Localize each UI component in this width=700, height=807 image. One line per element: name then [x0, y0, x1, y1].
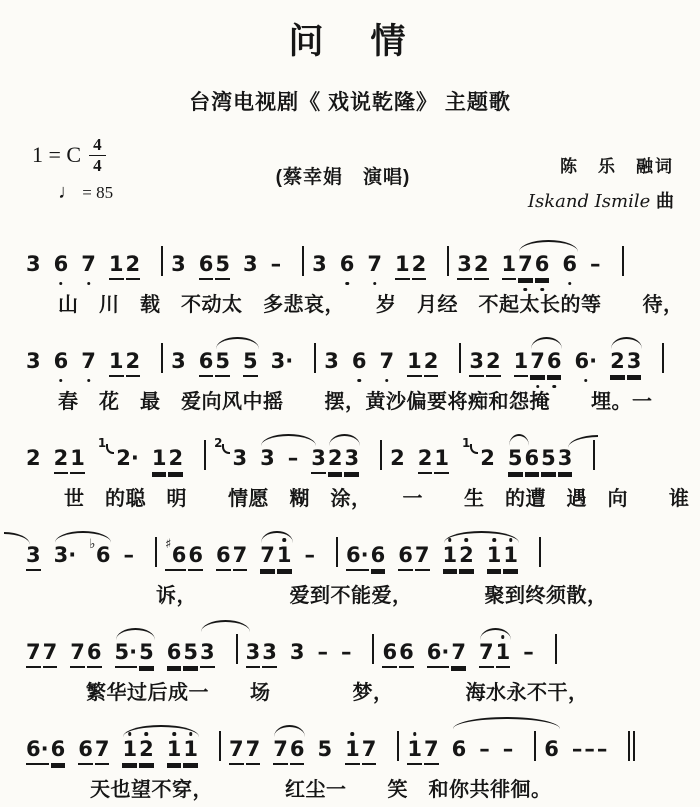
barline	[534, 731, 536, 761]
octave-dot-above	[465, 538, 469, 542]
barline	[447, 246, 449, 276]
lyrics-line: 繁华过后成一 场 梦， 海水永不干，	[86, 682, 589, 704]
quarter-note-icon: ♩	[58, 180, 78, 203]
note: 6	[371, 545, 386, 571]
octave-dot-below	[357, 379, 361, 383]
note: 7	[362, 739, 377, 765]
note: 1	[502, 254, 517, 280]
note: 2	[390, 446, 405, 470]
note: 2	[418, 448, 433, 474]
key-signature	[32, 136, 202, 175]
composer-name: Iskand Ismile	[527, 191, 651, 212]
barline	[161, 343, 163, 373]
octave-dot-below	[540, 288, 544, 292]
note: 2	[126, 254, 141, 280]
slur-arc	[610, 351, 654, 377]
note: $^1$2·	[97, 436, 139, 470]
note: 1	[487, 545, 502, 571]
note: 5	[139, 642, 154, 668]
lyrics-line: 诉， 爱到不能爱， 聚到终须散，	[156, 585, 608, 607]
note: ♭6	[89, 537, 111, 567]
note: 6	[451, 737, 467, 761]
final-barline	[633, 731, 635, 761]
note: 7	[260, 545, 275, 571]
octave-dot-below	[59, 379, 63, 383]
note: 7	[451, 642, 466, 668]
note: 3·	[270, 349, 294, 373]
music-system	[24, 618, 676, 705]
note: 3	[243, 252, 258, 276]
note: ♯6	[165, 545, 186, 571]
note: 3	[344, 448, 359, 474]
notation-line	[24, 618, 676, 682]
slur-arc	[115, 642, 167, 668]
note: 6	[547, 351, 562, 377]
note: 1	[122, 739, 137, 765]
octave-dot-above	[282, 538, 286, 542]
note: 2	[474, 254, 489, 280]
duration-dash: –	[584, 737, 595, 761]
note: 1	[395, 254, 410, 280]
note: 6	[188, 545, 203, 571]
note: 5·	[115, 642, 138, 668]
note: 6	[544, 737, 559, 761]
note: 2	[139, 739, 154, 765]
octave-dot-below	[552, 385, 556, 389]
lyrics-line: 天也望不穿， 红尘一 笑 和你共徘徊。	[90, 779, 552, 801]
slur-arc	[260, 545, 304, 571]
note: 6	[352, 351, 367, 375]
note: 2	[424, 351, 439, 377]
note: 6	[535, 254, 550, 280]
note: 2	[459, 545, 474, 571]
duration-dash: –	[340, 640, 352, 664]
note: 3	[312, 252, 327, 276]
duration-dash: –	[304, 543, 316, 567]
note: 5	[243, 351, 258, 377]
music-system	[24, 424, 690, 511]
note: 2	[168, 448, 183, 474]
notation-line	[24, 230, 676, 294]
note: 6	[87, 642, 102, 668]
note: 1	[70, 448, 85, 474]
octave-dot-below	[536, 385, 540, 389]
note: 3	[469, 351, 484, 377]
note: 6·	[346, 545, 369, 571]
note: 2	[610, 351, 625, 377]
note: 1	[345, 739, 360, 765]
note: 7	[530, 351, 545, 377]
note: 7	[479, 642, 494, 668]
tie-in-arc	[4, 532, 30, 545]
octave-dot-below	[373, 282, 377, 286]
note: 5	[508, 448, 523, 474]
note: 3	[26, 545, 41, 571]
note: 6·	[427, 642, 450, 668]
slur-arc	[273, 739, 317, 765]
grace-note: 2	[214, 436, 230, 450]
slur-arc	[518, 254, 590, 280]
note: 7	[518, 254, 533, 280]
note: $^2$3	[214, 436, 248, 470]
barline	[380, 440, 382, 470]
grace-note: 1	[462, 436, 478, 450]
note: 3	[171, 349, 186, 373]
notation-line	[24, 424, 676, 488]
octave-dot-above	[413, 732, 417, 736]
octave-dot-above	[351, 732, 355, 736]
barline	[236, 634, 238, 664]
duration-dash: –	[270, 252, 282, 276]
note: 3	[324, 349, 339, 373]
note: 1	[407, 739, 422, 765]
note: 7	[367, 254, 382, 278]
note: 2	[328, 448, 343, 474]
barline	[161, 246, 163, 276]
tempo-value: = 85	[82, 182, 114, 202]
octave-dot-above	[189, 732, 193, 736]
meter-denominator: 4	[93, 155, 102, 175]
note: 1	[183, 739, 198, 765]
note: 6	[398, 545, 413, 571]
note: 3	[171, 252, 186, 276]
note: 1	[277, 545, 292, 571]
note: 3	[289, 640, 305, 664]
tempo-marking	[32, 181, 202, 204]
note: 7	[81, 254, 96, 278]
octave-dot-below	[345, 282, 349, 286]
octave-dot-above	[501, 635, 505, 639]
note: 3	[311, 448, 326, 474]
barline	[302, 246, 304, 276]
note: 2	[486, 351, 501, 377]
octave-dot-below	[584, 379, 588, 383]
music-system	[24, 230, 684, 317]
note: 7	[415, 545, 430, 571]
note: 6	[167, 642, 182, 668]
note: 3	[262, 642, 277, 668]
note: 6	[54, 254, 69, 278]
composer-credit	[484, 187, 674, 213]
octave-dot-above	[448, 538, 452, 542]
note: 2	[412, 254, 427, 280]
note: 3	[558, 448, 573, 474]
barline	[155, 537, 157, 567]
note: 1	[109, 254, 124, 280]
octave-dot-below	[568, 282, 572, 286]
slur-arc	[328, 448, 372, 474]
octave-dot-below	[524, 288, 528, 292]
note: 1	[109, 351, 124, 377]
octave-dot-below	[59, 282, 63, 286]
octave-dot-below	[87, 379, 91, 383]
sharp-icon: ♯	[164, 537, 172, 552]
note: 6	[199, 254, 214, 280]
slur-arc	[122, 739, 211, 765]
note: 6	[54, 351, 69, 375]
note: 1	[167, 739, 182, 765]
duration-dash: –	[479, 737, 490, 761]
note: 6	[216, 545, 231, 571]
note: 7	[379, 351, 394, 375]
music-system	[24, 715, 676, 802]
composer-suffix: 曲	[656, 191, 674, 211]
note: 3	[246, 642, 261, 668]
duration-dash: –	[590, 252, 601, 276]
lyricist-credit: 陈 乐 融词	[560, 157, 674, 176]
note: 6	[51, 739, 66, 765]
note: 3	[26, 252, 41, 276]
note: 6	[199, 351, 214, 377]
octave-dot-above	[145, 732, 149, 736]
lyrics-line: 春 花 最 爱向风中摇 摆，黄沙偏要将痴和怨掩 埋。一	[58, 391, 653, 413]
note: 7	[229, 739, 244, 765]
slur-arc	[508, 448, 541, 474]
barline	[662, 343, 664, 373]
note: $^1$2	[461, 436, 495, 470]
slur-arc	[260, 448, 328, 474]
note: 6	[525, 448, 540, 474]
note: 1	[496, 642, 511, 668]
note: 1	[443, 545, 458, 571]
duration-dash: –	[596, 737, 608, 761]
slur-arc	[215, 351, 270, 377]
duration-dash: –	[571, 737, 583, 761]
note: 7	[26, 642, 41, 668]
slur-arc	[443, 545, 532, 571]
barline	[459, 343, 461, 373]
note: 7	[273, 739, 288, 765]
performer-credit: (蔡幸娟 演唱)	[275, 167, 411, 188]
note: 3	[26, 349, 41, 373]
slur-arc	[479, 642, 523, 668]
duration-dash: –	[317, 640, 328, 664]
barline	[336, 537, 338, 567]
note: 7	[81, 351, 96, 375]
notation-line	[24, 521, 676, 585]
barline	[204, 440, 206, 470]
octave-dot-above	[492, 538, 496, 542]
note: 5	[317, 737, 333, 761]
key-text: 1 = C	[32, 142, 82, 168]
octave-dot-below	[385, 379, 389, 383]
note: 7	[246, 739, 261, 765]
duration-dash: –	[287, 446, 299, 470]
barline	[555, 634, 557, 664]
tie-out-arc	[568, 435, 598, 448]
note: 1	[152, 448, 167, 474]
duration-dash: –	[523, 640, 534, 664]
note: 6	[78, 739, 93, 765]
slur-arc	[200, 634, 262, 668]
slur-arc	[53, 537, 124, 569]
barline	[372, 634, 374, 664]
note: 6·	[26, 739, 49, 765]
key-tempo-block	[24, 136, 202, 204]
credits-block	[484, 136, 676, 213]
song-title: 问 情	[288, 22, 412, 61]
note: 6	[290, 739, 305, 765]
grace-note: 1	[98, 436, 114, 450]
note: 1	[514, 351, 529, 377]
barline	[539, 537, 541, 567]
note: 5	[215, 351, 230, 377]
barline	[622, 246, 624, 276]
song-subtitle: 台湾电视剧《 戏说乾隆》 主题歌	[189, 91, 511, 114]
note: 1	[434, 448, 449, 474]
barline	[397, 731, 399, 761]
note: 3·	[53, 543, 77, 567]
note: 3	[627, 351, 642, 377]
note: 3	[200, 642, 215, 668]
barline	[314, 343, 316, 373]
note: 2	[26, 446, 41, 470]
note: 5	[183, 642, 198, 668]
lyrics-line: 世 的聪 明 情愿 糊 涂， 一 生 的遭 遇 向 谁	[64, 488, 690, 510]
note: 6	[399, 642, 414, 668]
duration-dash: –	[123, 543, 134, 567]
music-system	[24, 521, 676, 608]
score-body	[24, 230, 690, 802]
time-signature	[89, 136, 106, 175]
music-system	[24, 327, 676, 414]
duration-dash: –	[502, 737, 514, 761]
note: 7	[233, 545, 248, 571]
note: 6	[340, 254, 355, 278]
note: 7	[95, 739, 110, 765]
score-meta-row	[24, 136, 676, 220]
octave-dot-above	[128, 732, 132, 736]
note: 6·	[574, 351, 597, 375]
note: 7	[43, 642, 58, 668]
meter-numerator: 4	[89, 136, 106, 156]
note: 3	[457, 254, 472, 280]
octave-dot-above	[509, 538, 513, 542]
slur-arc	[452, 731, 572, 763]
flat-icon: ♭	[89, 537, 96, 552]
note: 5	[215, 254, 230, 280]
note: 7	[70, 642, 85, 668]
note: 1	[407, 351, 422, 377]
octave-dot-below	[87, 282, 91, 286]
note: 7	[424, 739, 439, 765]
note: 3	[260, 446, 275, 470]
note: 5	[541, 448, 556, 474]
octave-dot-above	[172, 732, 176, 736]
note: 2	[54, 448, 69, 474]
note: 6	[382, 642, 397, 668]
barline	[219, 731, 221, 761]
notation-line	[24, 715, 676, 779]
note: 1	[503, 545, 518, 571]
slur-arc	[530, 351, 574, 377]
notation-line	[24, 327, 676, 391]
lyrics-line: 山 川 载 不动太 多悲哀， 岁 月经 不起太长的等 待，	[58, 294, 684, 316]
note: 2	[126, 351, 141, 377]
note: 6	[562, 254, 577, 278]
